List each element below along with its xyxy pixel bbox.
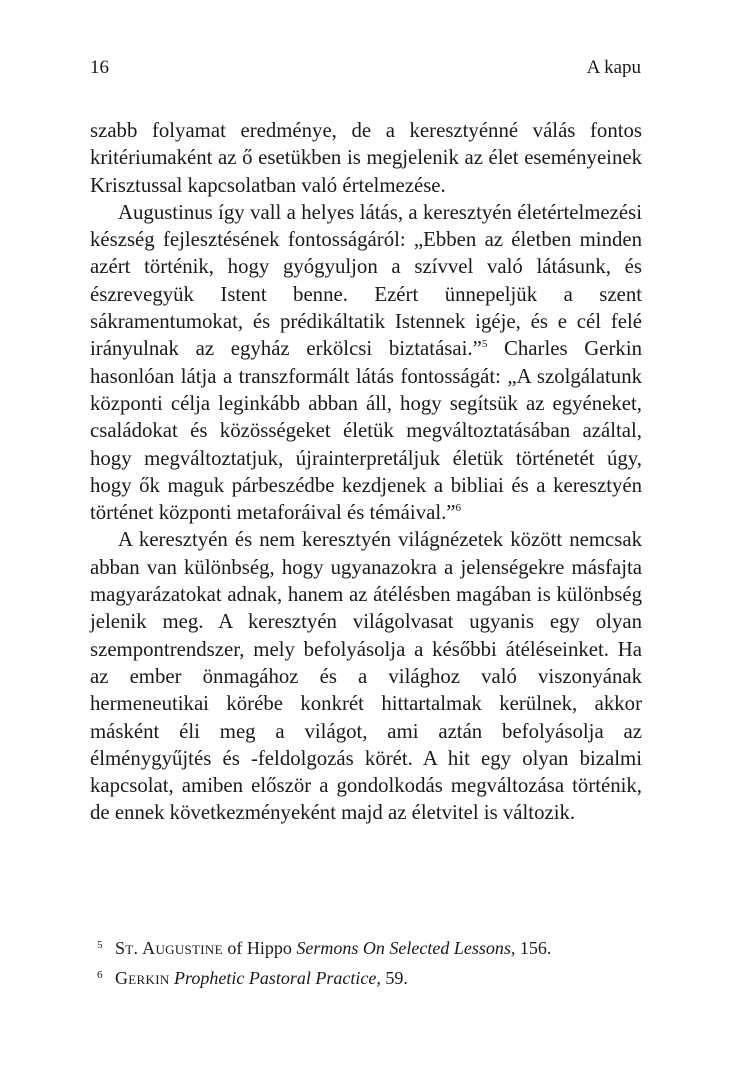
footnote-number: 5 bbox=[97, 939, 103, 951]
footnote-plain: of Hippo bbox=[222, 938, 297, 958]
footnotes bbox=[97, 935, 637, 995]
paragraph-1: szabb folyamat eredménye, de a keresztyénné válás fontos kritériumaként az ő esetükben is megjelenik az élet eseményeinek Krisztussal kapcsolatban való értelmezése. bbox=[90, 119, 642, 197]
footnote-number: 6 bbox=[97, 969, 103, 981]
footnote-title: Prophetic Pastoral Practice, bbox=[174, 968, 381, 988]
footnote-author: Gerkin bbox=[115, 968, 170, 988]
paragraph-3: A keresztyén és nem keresztyén világnézetek között nemcsak abban van különbség, hogy ugyanazokra a jelenségekre másfajta magyarázatokat adnak, hanem az átélésben magában is különbség jelenik meg. A keresztyén világolvasat ugyanis egy olyan szempontrendszer, mely befolyásolja a későbbi átéléseinket. Ha az ember önmagához és a világhoz való viszonyának hermeneutikai körébe konkrét hittartalmak kerülnek, akkor másként éli meg a világot, ami aztán befolyásolja az élménygyűjtés és -feldolgozás körét. A hit egy olyan bizalmi kapcsolat, amiben először a gondolkodás megváltozása történik, de ennek következményeként majd az életvitel is változik. bbox=[90, 528, 642, 825]
footnote-ref-6[interactable]: 6 bbox=[455, 502, 462, 515]
running-title: A kapu bbox=[586, 57, 641, 78]
paragraph-2 bbox=[90, 199, 642, 527]
body-text bbox=[90, 117, 642, 827]
footnote-title: Sermons On Selected Lessons, bbox=[296, 938, 516, 958]
footnote-text bbox=[115, 935, 551, 962]
page-number: 16 bbox=[90, 57, 109, 78]
running-header bbox=[90, 56, 641, 80]
paragraph-2-text-b: Charles Gerkin hasonlóan látja a transzformált látás fontosságát: „A szolgálatunk központi célja leginkább abban áll, hogy segítsük az egyéneket, családokat és közösségeket életük megváltoztatásában azáltal, hogy megváltoztatjuk, újrainterpretáljuk életük történetét úgy, hogy ők maguk párbeszédbe kezdjenek a bibliai és a keresztyén történet központi metaforáival és témáival.” bbox=[90, 337, 642, 525]
footnote-author: St. Augustine bbox=[115, 938, 223, 958]
footnote-ref-5[interactable]: 5 bbox=[481, 338, 488, 351]
footnote-5 bbox=[97, 935, 637, 965]
footnote-page: 59. bbox=[380, 968, 408, 988]
paragraph-2-text-a: Augustinus így vall a helyes látás, a keresztyén életértelmezési készség fejlesztésének fontosságáról: „Ebben az életben minden azért történik, hogy gyógyuljon a szívvel való látásunk, és észrevegyük Istent benne. Ezért ünnepeljük a szent sákramentumokat, és prédikáltatik Istennek igéje, és e cél felé irányulnak az egyház erkölcsi biztatásai.” bbox=[90, 200, 642, 361]
footnote-6 bbox=[97, 965, 637, 995]
footnote-page: 156. bbox=[515, 938, 552, 958]
footnote-text bbox=[115, 965, 408, 992]
